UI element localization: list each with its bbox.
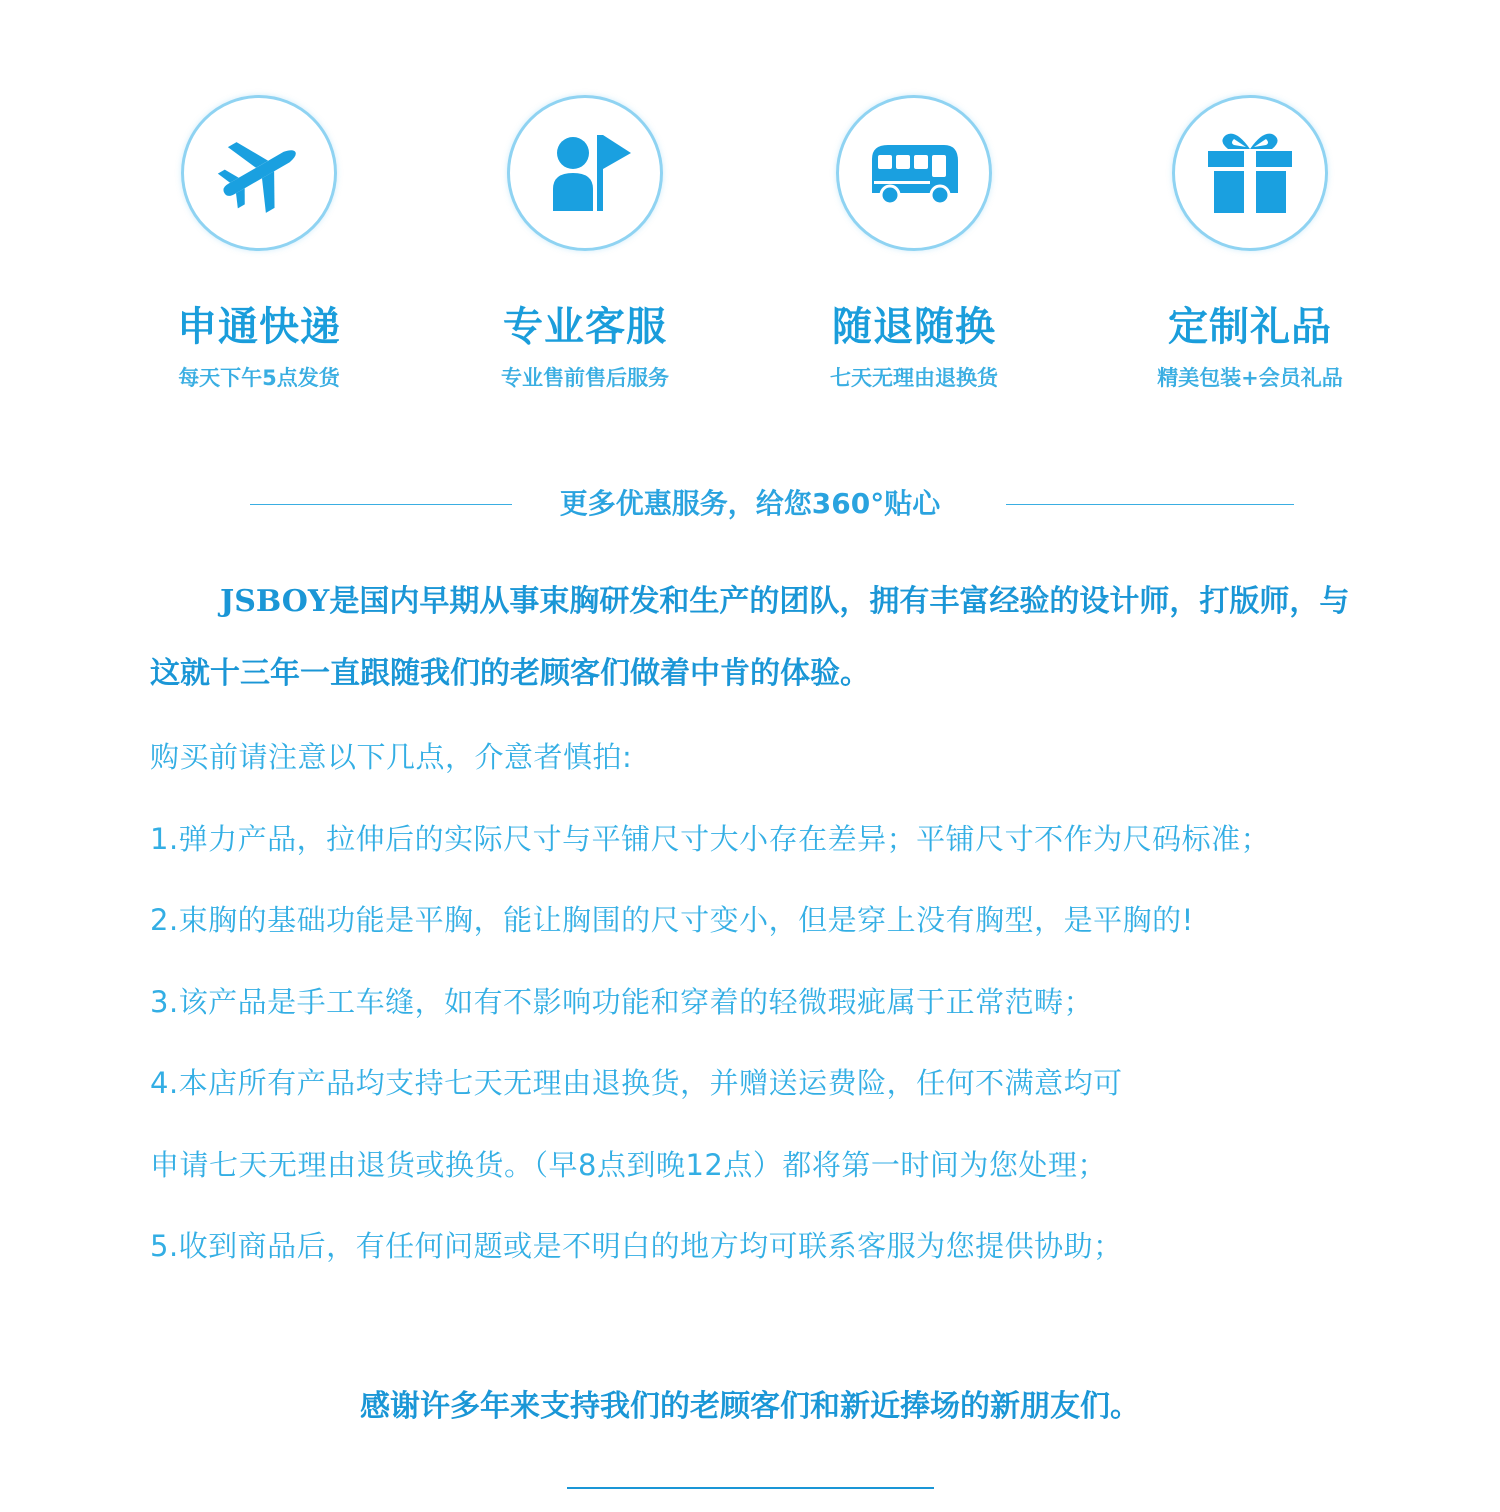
service-subtitle: 每天下午5点发货 (178, 366, 340, 390)
section-divider (0, 484, 1500, 524)
service-icon-ring (181, 95, 337, 251)
notice-list (150, 730, 1440, 1301)
service-icon-ring (507, 95, 663, 251)
notice-item: 5.收到商品后，有任何问题或是不明白的地方均可联系客服为您提供协助； (150, 1229, 1123, 1263)
airplane-icon (209, 123, 309, 223)
notice-item: 3.该产品是手工车缝，如有不影响功能和穿着的轻微瑕疵属于正常范畴； (150, 984, 1094, 1019)
service-returns (744, 95, 1084, 391)
bus-icon (864, 123, 964, 223)
notice-item: 申请七天无理由退货或换货。（早8点到晚12点）都将第一时间为您处理； (150, 1147, 1107, 1182)
bottom-divider (567, 1487, 934, 1489)
intro-paragraph: JSBOY是国内早期从事束胸研发和生产的团队，拥有丰富经验的设计师，打版师，与这就十三年一直跟随我们的老顾客们做着中肯的体验。 (150, 584, 1350, 691)
service-subtitle: 七天无理由退换货 (830, 366, 998, 390)
notice-item: 2.束胸的基础功能是平胸，能让胸围的尺寸变小，但是穿上没有胸型，是平胸的! (150, 903, 1194, 937)
service-gift (1080, 95, 1420, 391)
service-subtitle: 专业售前售后服务 (501, 366, 669, 390)
service-subtitle: 精美包装+会员礼品 (1157, 366, 1343, 390)
service-title: 随退随换 (832, 304, 996, 350)
service-support (415, 95, 755, 391)
divider-line-left (250, 504, 512, 505)
notice-item: 4.本店所有产品均支持七天无理由退换货，并赠送运费险，任何不满意均可 (150, 1066, 1123, 1100)
notice-heading: 购买前请注意以下几点，介意者慎拍: (150, 740, 633, 774)
service-title: 定制礼品 (1168, 304, 1332, 350)
person-flag-icon (535, 123, 635, 223)
service-shipping (89, 95, 429, 391)
divider-line-right (1006, 504, 1294, 505)
gift-icon (1200, 123, 1300, 223)
service-title: 申通快递 (177, 304, 341, 350)
service-icon-ring (836, 95, 992, 251)
service-title: 专业客服 (503, 304, 667, 350)
divider-text: 更多优惠服务，给您360°贴心 (559, 487, 941, 520)
service-icon-ring (1172, 95, 1328, 251)
service-features (0, 95, 1500, 435)
thanks-message: 感谢许多年来支持我们的老顾客们和新近捧场的新朋友们。 (360, 1389, 1140, 1424)
notice-item: 1.弹力产品，拉伸后的实际尺寸与平铺尺寸大小存在差异；平铺尺寸不作为尺码标准； (150, 821, 1271, 856)
